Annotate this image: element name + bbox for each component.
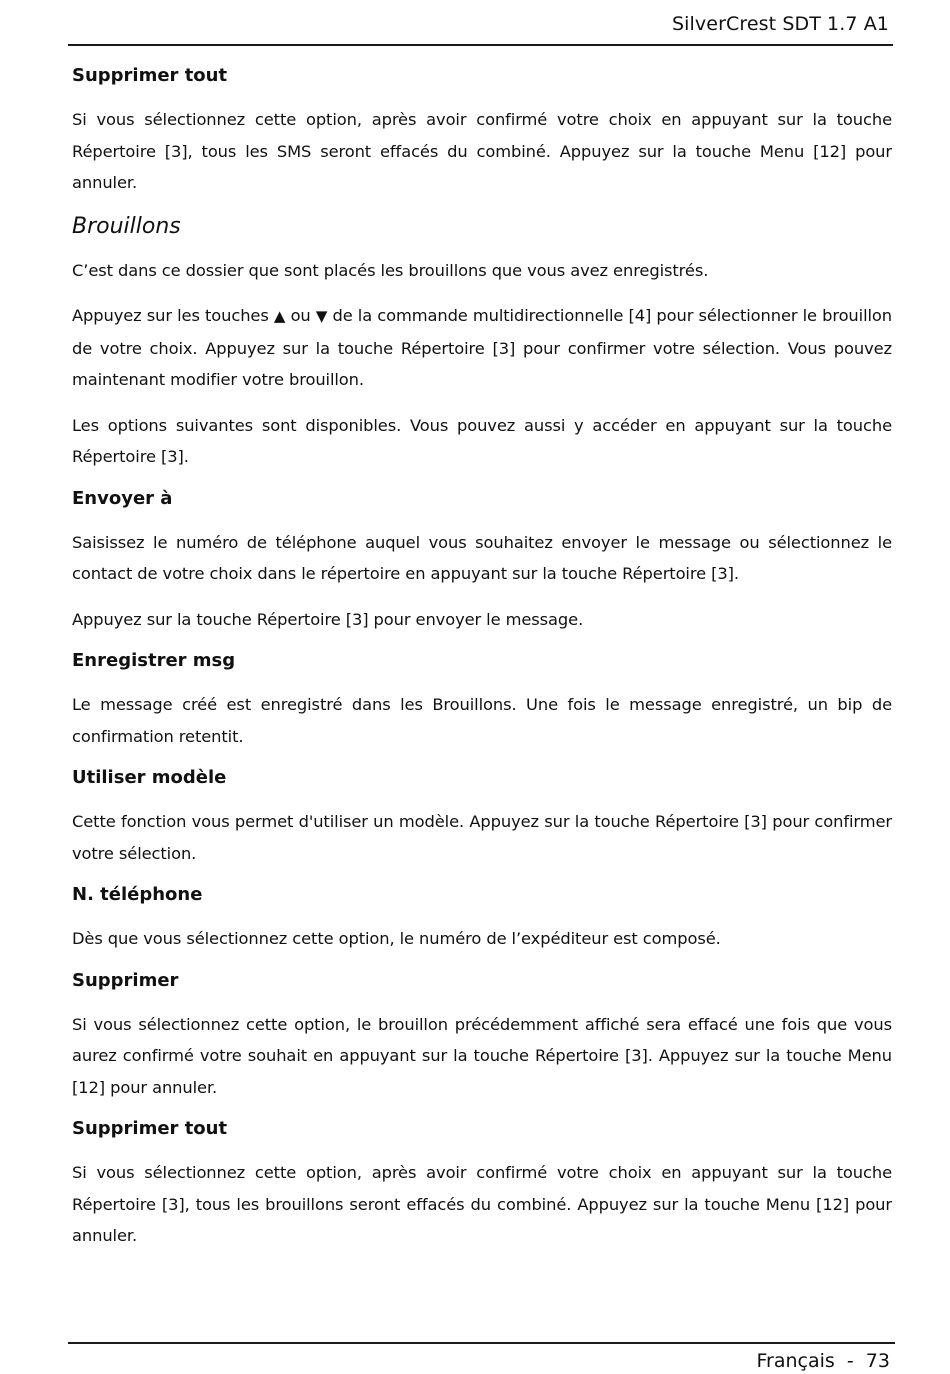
page-footer [0,1340,950,1374]
header-divider [68,44,893,46]
paragraph-supprimer-tout-sms: Si vous sélectionnez cette option, après avoir confirmé votre choix en appuyant sur la touche Répertoire [3], tous les SMS seront effacés du combiné. Appuyez sur la touche Menu [12] pour annuler. [72,110,892,192]
page-header [0,0,950,46]
down-arrow-icon: ▼ [315,307,328,325]
document-title: SilverCrest SDT 1.7 A1 [672,13,889,35]
section-heading-telephone: N. téléphone [72,884,203,905]
page-number: Français - 73 [756,1350,890,1372]
paragraph-supprimer-tout-brouillons: Si vous sélectionnez cette option, après avoir confirmé votre choix en appuyant sur la touche Répertoire [3], tous les brouillons seront effacés du combiné. Appuyez sur la touche Menu [12] pour annuler. [72,1163,892,1245]
paragraph-supprimer: Si vous sélectionnez cette option, le brouillon précédemment affiché sera effacé une fois que vous aurez confirmé votre souhait en appuyant sur la touche Répertoire [3]. Appuyez sur la touche Menu [12] pour annuler. [72,1014,892,1097]
section-heading-supprimer-tout-brouillons: Supprimer tout [72,1118,228,1139]
footer-divider [68,1342,895,1344]
paragraph-brouillons-options: Les options suivantes sont disponibles. Vous pouvez aussi y accéder en appuyant sur la touche Répertoire [3]. [72,415,892,466]
section-heading-supprimer: Supprimer [72,969,179,991]
section-heading-envoyer: Envoyer à [72,487,173,509]
paragraph-envoyer-2: Appuyez sur la touche Répertoire [3] pour envoyer le message. [72,609,584,629]
text-fragment: ou [290,306,311,325]
page-content [72,64,892,1266]
paragraph-envoyer-1: Saisissez le numéro de téléphone auquel vous souhaitez envoyer le message ou sélectionnez le contact de votre choix dans le répertoire en appuyant sur la touche Répertoire [3]. [72,532,892,583]
text-fragment: Appuyez sur les touches [72,306,269,325]
section-heading-modele: Utiliser modèle [72,767,227,788]
section-heading-enregistrer: Enregistrer msg [72,650,236,671]
section-heading-supprimer-tout-sms: Supprimer tout [72,65,228,86]
paragraph-enregistrer: Le message créé est enregistré dans les Brouillons. Une fois le message enregistré, un bip de confirmation retentit. [72,695,892,746]
up-arrow-icon: ▲ [273,307,286,325]
paragraph-brouillons-intro: C’est dans ce dossier que sont placés les brouillons que vous avez enregistrés. [72,260,709,280]
paragraph-telephone: Dès que vous sélectionnez cette option, le numéro de l’expéditeur est composé. [72,929,721,948]
text-fragment: de la commande multidirectionnelle [4] pour sélectionner le brouillon de votre choix. Appuyez sur la touche Répertoire [3] pour confirmer votre sélection. Vous pouvez maintenant modifier votre brouillon. [72,306,893,389]
paragraph-modele: Cette fonction vous permet d'utiliser un modèle. Appuyez sur la touche Répertoire [3] pour confirmer votre sélection. [72,812,892,863]
chapter-heading-brouillons: Brouillons [72,213,181,239]
paragraph-brouillons-navigation [72,300,892,396]
